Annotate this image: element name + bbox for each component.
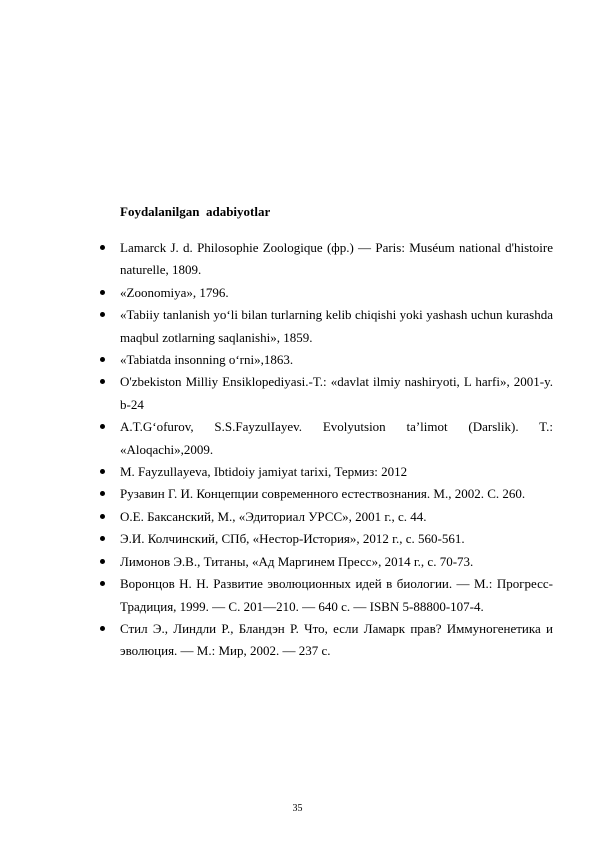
reference-item	[100, 282, 553, 304]
reference-item	[100, 237, 553, 282]
bibliography-heading: Foydalanilgan adabiyotlar	[120, 204, 271, 219]
bullet-icon	[100, 491, 105, 496]
reference-text: Lamarck J. d. Philosophie Zoologique (фр.) — Paris: Muséum national d'histoire naturelle, 1809.	[120, 240, 553, 278]
reference-item	[100, 618, 553, 663]
reference-item	[100, 506, 553, 528]
reference-item	[100, 528, 553, 550]
reference-text: Воронцов Н. Н. Развитие эволюционных идей в биологии. — М.: Прогресс-Традиция, 1999. — С. 201—210. — 640 с. — ISBN 5-88800-107-4.	[120, 576, 553, 614]
bullet-icon	[100, 469, 105, 474]
reference-item	[100, 371, 553, 416]
bullet-icon	[100, 379, 105, 384]
reference-item	[100, 551, 553, 573]
bullet-icon	[100, 559, 105, 564]
page-number: 35	[292, 803, 303, 814]
reference-item	[100, 573, 553, 618]
reference-text: A.T.G‘ofurov, S.S.FayzulIayev. Evolyutsion ta’limot (Darslik). T.: «Aloqachi»,2009.	[120, 419, 553, 457]
reference-text: O'zbekiston Milliy Ensiklopediyasi.-T.: «davlat ilmiy nashiryoti, L harfi», 2001-y. b-24	[120, 374, 553, 412]
reference-text: «Zoonomiya», 1796.	[120, 284, 229, 300]
reference-text: Рузавин Г. И. Концепции современного естествознания. М., 2002. С. 260.	[120, 486, 526, 502]
bullet-icon	[100, 290, 105, 295]
bullet-icon	[100, 424, 105, 429]
reference-list	[100, 237, 553, 663]
reference-text: M. Fayzullayeva, Ibtidoiy jamiyat tarixi, Термиз: 2012	[120, 464, 408, 480]
reference-text: Лимонов Э.В., Титаны, «Ад Маргинем Пресс», 2014 г., с. 70-73.	[120, 553, 474, 569]
reference-item	[100, 304, 553, 349]
reference-item	[100, 349, 553, 371]
reference-item	[100, 483, 553, 505]
reference-text: Э.И. Колчинский, СПб, «Нестор-История», 2012 г., с. 560-561.	[120, 531, 465, 547]
bullet-icon	[100, 536, 105, 541]
bullet-icon	[100, 581, 105, 586]
bullet-icon	[100, 245, 105, 250]
reference-item	[100, 416, 553, 461]
bullet-icon	[100, 357, 105, 362]
reference-text: «Tabiiy tanlanish yo‘li bilan turlarning kelib chiqishi yoki yashash uchun kurashda maqbul zotlarning saqlanishi», 1859.	[120, 307, 553, 345]
reference-text: «Tabiatda insonning o‘rni»,1863.	[120, 352, 294, 368]
reference-item	[100, 461, 553, 483]
reference-text: Стил Э., Линдли Р., Бландэн Р. Что, если Ламарк прав? Иммуногенетика и эволюция. — М.: Мир, 2002. — 237 с.	[120, 620, 553, 659]
bullet-icon	[100, 514, 105, 519]
bullet-icon	[100, 626, 105, 631]
reference-text: О.Е. Баксанский, М., «Эдиториал УРСС», 2001 г., с. 44.	[120, 508, 427, 524]
bullet-icon	[100, 312, 105, 317]
